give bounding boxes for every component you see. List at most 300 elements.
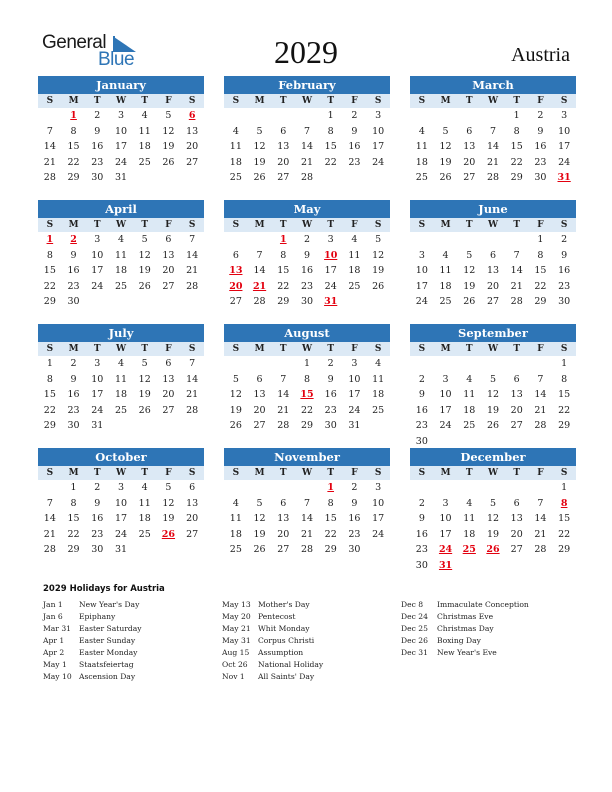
day-cell: 6: [165, 234, 172, 245]
weekday-label: W: [115, 468, 127, 478]
weekday-label: W: [115, 344, 127, 354]
empty-cell: [410, 232, 434, 248]
day-cell: 4: [232, 125, 239, 137]
day-cell: 7: [46, 125, 53, 137]
weekday-label: M: [440, 468, 451, 478]
day-cell: 25: [229, 544, 242, 555]
day-cell: 26: [138, 280, 151, 292]
day-cell: 19: [138, 389, 151, 400]
weekday-label: M: [254, 468, 265, 478]
weekday-label: M: [440, 220, 451, 230]
day-cell: 21: [43, 528, 56, 540]
day-cell: 3: [561, 110, 568, 121]
holiday-item: [43, 623, 142, 635]
day-cell: 22: [558, 528, 571, 540]
holiday-name: Immaculate Conception: [437, 600, 529, 609]
holiday-item: [43, 647, 142, 659]
day-cell: 5: [165, 110, 172, 121]
day-cell: 10: [372, 125, 385, 137]
holiday-date: May 21: [222, 624, 251, 633]
day-cell: 29: [558, 420, 571, 431]
day-cell: 10: [91, 373, 104, 385]
weekday-label: T: [141, 468, 149, 478]
weekday-label: W: [115, 96, 127, 106]
holiday-date: Nov 1: [222, 672, 245, 681]
day-cell: 28: [534, 420, 547, 431]
day-cell: 7: [46, 497, 53, 509]
weekday-label: F: [537, 220, 544, 230]
weekday-label: S: [232, 344, 240, 354]
day-cell: 5: [489, 373, 497, 385]
holiday-date: Mar 31: [43, 624, 72, 633]
day-cell: 14: [43, 141, 56, 152]
day-cell: 30: [67, 420, 80, 431]
empty-cell: [529, 480, 553, 496]
day-cell: 9: [303, 249, 311, 261]
day-cell: 22: [277, 280, 290, 292]
holiday-date: May 31: [222, 636, 251, 645]
holiday-name: Assumption: [258, 648, 304, 657]
day-cell: 1: [561, 482, 568, 493]
holiday-item: [401, 611, 529, 623]
weekday-label: M: [254, 220, 265, 230]
holiday-date: Apr 1: [43, 636, 65, 645]
holiday-name: Easter Sunday: [79, 636, 136, 645]
month-february: [224, 76, 390, 186]
holiday-name: New Year's Day: [79, 600, 140, 609]
empty-cell: [224, 356, 248, 372]
day-cell: 14: [486, 141, 500, 152]
day-cell: 22: [43, 280, 56, 292]
day-cell: 13: [162, 373, 175, 385]
day-cell: 19: [439, 156, 452, 168]
holiday-name: Christmas Day: [437, 624, 494, 633]
holiday-date: Oct 26: [222, 660, 248, 669]
day-cell: 19: [253, 528, 266, 540]
weekday-label: S: [560, 344, 568, 354]
weekday-label: F: [165, 220, 172, 230]
empty-cell: [434, 356, 458, 372]
day-cell: 6: [513, 497, 520, 509]
day-cell: 15: [534, 265, 547, 276]
weekday-label: S: [188, 96, 196, 106]
day-cell: 9: [327, 373, 334, 385]
weekday-label: M: [440, 344, 451, 354]
day-cell: 20: [510, 528, 523, 540]
day-cell: 18: [229, 528, 242, 540]
weekday-label: M: [68, 96, 79, 106]
month-title: August: [224, 324, 390, 342]
day-cell: 23: [534, 156, 547, 168]
empty-cell: [434, 108, 458, 124]
day-cell: 8: [327, 497, 334, 509]
day-cell: 11: [372, 373, 385, 385]
day-cell: 24: [324, 280, 337, 292]
day-cell: 28: [186, 404, 199, 416]
day-cell: 26: [162, 156, 175, 168]
day-cell: 5: [375, 234, 382, 245]
day-cell: 4: [418, 125, 425, 137]
day-cell: 17: [439, 528, 452, 540]
holiday-day: 25: [462, 544, 476, 555]
empty-cell: [457, 232, 481, 248]
day-cell: 25: [463, 420, 476, 431]
day-cell: 13: [162, 249, 175, 261]
holiday-date: Jan 1: [43, 600, 63, 609]
day-cell: 16: [91, 141, 104, 152]
day-cell: 16: [300, 265, 314, 276]
day-cell: 20: [186, 513, 199, 524]
weekday-label: S: [232, 96, 240, 106]
day-cell: 28: [277, 420, 290, 431]
day-cell: 21: [534, 404, 547, 416]
day-cell: 9: [70, 373, 77, 385]
day-cell: 5: [466, 249, 473, 261]
empty-cell: [434, 480, 458, 496]
day-grid: [224, 232, 390, 310]
holidays-title: 2029 Holidays for Austria: [43, 584, 165, 594]
day-cell: 29: [43, 420, 56, 431]
holiday-name: Boxing Day: [437, 636, 481, 645]
holiday-name: Ascension Day: [79, 672, 136, 681]
day-cell: 28: [300, 544, 314, 555]
holiday-item: [43, 635, 142, 647]
weekday-header: [224, 94, 390, 108]
day-cell: 6: [165, 358, 172, 369]
day-cell: 24: [558, 156, 571, 168]
day-cell: 12: [486, 513, 500, 524]
weekday-label: W: [301, 344, 313, 354]
day-cell: 23: [67, 280, 80, 292]
holiday-day: 1: [70, 110, 77, 121]
day-cell: 21: [43, 156, 56, 168]
day-cell: 29: [43, 296, 56, 307]
day-cell: 4: [141, 110, 148, 121]
month-title: May: [224, 200, 390, 218]
day-cell: 10: [439, 513, 452, 524]
day-cell: 24: [348, 404, 361, 416]
day-cell: 17: [348, 389, 361, 400]
day-cell: 11: [114, 373, 128, 385]
holiday-column: [401, 599, 529, 659]
weekday-label: S: [418, 220, 426, 230]
day-cell: 15: [324, 141, 337, 152]
day-cell: 9: [561, 249, 568, 261]
day-cell: 23: [348, 528, 361, 540]
day-cell: 7: [189, 358, 196, 369]
empty-cell: [248, 232, 272, 248]
empty-cell: [505, 480, 529, 496]
day-cell: 12: [162, 497, 175, 509]
day-cell: 22: [67, 156, 80, 168]
holiday-name: National Holiday: [258, 660, 324, 669]
day-cell: 25: [229, 172, 242, 183]
holiday-item: [222, 647, 323, 659]
weekday-label: W: [487, 96, 499, 106]
day-cell: 16: [348, 513, 361, 524]
weekday-label: W: [115, 220, 127, 230]
day-cell: 29: [534, 296, 547, 307]
day-cell: 8: [561, 373, 568, 385]
day-cell: 14: [253, 265, 266, 276]
holiday-name: Whit Monday: [258, 624, 310, 633]
day-cell: 16: [534, 141, 547, 152]
empty-cell: [38, 108, 62, 124]
empty-cell: [434, 232, 458, 248]
day-cell: 22: [67, 528, 80, 540]
weekday-label: S: [232, 468, 240, 478]
day-cell: 27: [229, 296, 242, 307]
holiday-date: Jan 6: [43, 612, 63, 621]
weekday-label: W: [487, 220, 499, 230]
empty-cell: [271, 108, 295, 124]
day-cell: 25: [372, 404, 385, 416]
day-cell: 2: [418, 497, 425, 509]
day-cell: 5: [256, 125, 263, 137]
day-cell: 11: [415, 141, 428, 152]
weekday-label: S: [188, 220, 196, 230]
holiday-column: [43, 599, 142, 683]
holiday-item: [222, 599, 323, 611]
empty-cell: [505, 232, 529, 248]
day-grid: [38, 108, 204, 186]
day-cell: 23: [300, 280, 314, 292]
day-cell: 25: [138, 528, 151, 540]
day-cell: 4: [117, 358, 125, 369]
weekday-label: W: [301, 220, 313, 230]
day-cell: 7: [303, 125, 311, 137]
holiday-name: Pentecost: [258, 612, 296, 621]
weekday-label: T: [513, 468, 521, 478]
day-cell: 31: [91, 420, 104, 431]
day-cell: 27: [162, 280, 175, 292]
day-cell: 16: [67, 389, 80, 400]
day-cell: 26: [463, 296, 476, 307]
day-cell: 16: [91, 513, 104, 524]
day-cell: 28: [510, 296, 523, 307]
day-cell: 13: [510, 389, 523, 400]
day-cell: 2: [94, 110, 101, 121]
day-cell: 20: [463, 156, 476, 168]
day-cell: 21: [486, 156, 500, 168]
day-grid: [410, 356, 576, 449]
weekday-header: [224, 466, 390, 480]
day-cell: 27: [510, 544, 523, 555]
day-cell: 23: [348, 156, 361, 168]
day-cell: 3: [442, 497, 449, 509]
day-cell: 7: [489, 125, 497, 137]
weekday-label: T: [465, 220, 473, 230]
day-cell: 13: [186, 497, 199, 509]
day-cell: 11: [229, 141, 242, 152]
holiday-date: Dec 26: [401, 636, 428, 645]
weekday-label: S: [374, 96, 382, 106]
day-cell: 25: [348, 280, 361, 292]
weekday-header: [410, 466, 576, 480]
day-grid: [224, 108, 390, 186]
holiday-day: 1: [46, 234, 54, 245]
day-cell: 14: [186, 373, 199, 385]
day-cell: 21: [510, 280, 523, 292]
day-cell: 1: [537, 234, 544, 245]
day-cell: 3: [94, 358, 101, 369]
weekday-label: M: [68, 468, 79, 478]
holiday-item: [43, 599, 142, 611]
day-cell: 10: [114, 497, 128, 509]
day-cell: 8: [327, 125, 334, 137]
day-cell: 28: [486, 172, 500, 183]
day-cell: 18: [114, 265, 128, 276]
weekday-label: T: [279, 220, 287, 230]
day-cell: 3: [327, 234, 334, 245]
day-cell: 18: [348, 265, 361, 276]
day-cell: 30: [348, 544, 361, 555]
day-cell: 18: [138, 141, 151, 152]
day-cell: 29: [300, 420, 314, 431]
holiday-name: New Year's Eve: [437, 648, 497, 657]
holiday-date: Aug 15: [222, 648, 250, 657]
holiday-item: [222, 671, 323, 683]
weekday-label: S: [560, 220, 568, 230]
day-cell: 5: [141, 234, 148, 245]
day-cell: 13: [486, 265, 500, 276]
day-cell: 20: [486, 280, 500, 292]
day-cell: 22: [324, 156, 337, 168]
day-cell: 12: [253, 141, 266, 152]
day-grid: [410, 480, 576, 573]
day-cell: 27: [186, 528, 199, 540]
day-cell: 25: [138, 156, 151, 168]
empty-cell: [481, 108, 505, 124]
holiday-item: [43, 659, 142, 671]
weekday-label: W: [487, 468, 499, 478]
day-cell: 15: [324, 513, 337, 524]
day-cell: 2: [351, 482, 358, 493]
empty-cell: [457, 108, 481, 124]
day-cell: 8: [280, 249, 287, 261]
month-march: [410, 76, 576, 186]
day-cell: 6: [189, 482, 196, 493]
holiday-item: [401, 647, 529, 659]
empty-cell: [295, 480, 319, 496]
holiday-name: Corpus Christi: [258, 636, 315, 645]
day-cell: 21: [534, 528, 547, 540]
day-cell: 30: [324, 420, 337, 431]
day-cell: 4: [351, 234, 358, 245]
day-cell: 10: [348, 373, 361, 385]
day-cell: 8: [70, 125, 77, 137]
day-grid: [38, 356, 204, 434]
day-cell: 8: [46, 249, 53, 261]
day-cell: 6: [280, 125, 287, 137]
day-cell: 30: [415, 435, 428, 447]
day-cell: 18: [415, 156, 428, 168]
month-january: [38, 76, 204, 186]
day-cell: 25: [114, 404, 128, 416]
day-cell: 1: [327, 110, 334, 121]
day-cell: 14: [510, 265, 523, 276]
weekday-label: T: [93, 344, 101, 354]
weekday-label: F: [165, 344, 172, 354]
weekday-label: S: [46, 344, 54, 354]
weekday-label: M: [254, 96, 265, 106]
empty-cell: [505, 356, 529, 372]
weekday-label: S: [46, 468, 54, 478]
day-cell: 13: [510, 513, 523, 524]
weekday-label: S: [560, 468, 568, 478]
day-cell: 12: [138, 249, 151, 261]
day-cell: 18: [463, 404, 476, 416]
day-cell: 17: [114, 513, 128, 524]
empty-cell: [271, 356, 295, 372]
day-cell: 26: [486, 420, 500, 431]
day-cell: 7: [303, 497, 311, 509]
weekday-label: T: [465, 468, 473, 478]
logo-text-general: General: [42, 32, 107, 53]
weekday-label: M: [68, 220, 79, 230]
day-cell: 31: [114, 544, 128, 555]
day-cell: 22: [300, 404, 314, 416]
day-cell: 14: [534, 389, 547, 400]
day-cell: 13: [253, 389, 266, 400]
day-cell: 1: [70, 482, 77, 493]
holiday-date: May 10: [43, 672, 72, 681]
weekday-label: T: [513, 344, 521, 354]
holiday-name: Epiphany: [79, 612, 116, 621]
day-cell: 10: [558, 125, 571, 137]
day-cell: 4: [375, 358, 382, 369]
day-cell: 19: [162, 513, 175, 524]
weekday-header: [38, 94, 204, 108]
day-cell: 21: [186, 389, 199, 400]
day-cell: 3: [442, 373, 449, 385]
day-cell: 12: [372, 249, 385, 261]
empty-cell: [224, 108, 248, 124]
day-cell: 25: [439, 296, 452, 307]
day-cell: 17: [415, 280, 428, 292]
day-cell: 11: [114, 249, 128, 261]
weekday-label: T: [327, 344, 335, 354]
day-cell: 7: [189, 234, 196, 245]
day-cell: 15: [558, 513, 571, 524]
day-cell: 9: [351, 497, 358, 509]
day-cell: 8: [70, 497, 77, 509]
empty-cell: [248, 480, 272, 496]
day-cell: 31: [348, 420, 361, 431]
holiday-date: Dec 31: [401, 648, 428, 657]
holiday-name: All Saints' Day: [258, 672, 315, 681]
day-cell: 9: [418, 389, 425, 400]
day-cell: 11: [463, 513, 476, 524]
day-cell: 8: [303, 373, 311, 385]
day-cell: 25: [114, 280, 128, 292]
month-title: March: [410, 76, 576, 94]
day-cell: 9: [70, 249, 77, 261]
weekday-label: W: [487, 344, 499, 354]
day-cell: 24: [439, 420, 452, 431]
day-cell: 16: [415, 528, 428, 540]
weekday-header: [38, 218, 204, 232]
day-cell: 13: [277, 513, 290, 524]
holiday-day: 2: [70, 234, 77, 245]
day-cell: 6: [466, 125, 473, 137]
holiday-day: 26: [161, 528, 176, 540]
month-april: [38, 200, 204, 310]
day-cell: 24: [114, 528, 128, 540]
month-title: September: [410, 324, 576, 342]
weekday-label: F: [165, 468, 172, 478]
logo-text-blue: Blue: [98, 49, 135, 70]
